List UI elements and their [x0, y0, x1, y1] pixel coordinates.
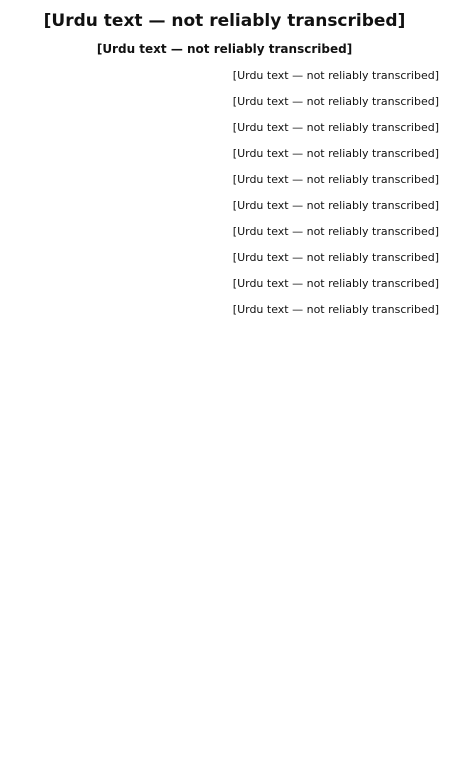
article-byline: [Urdu text — not reliably transcribed] [96, 42, 353, 56]
article-title: [Urdu text — not reliably transcribed] [43, 11, 406, 31]
article-paragraph: [Urdu text — not reliably transcribed] [232, 199, 439, 212]
article-paragraph: [Urdu text — not reliably transcribed] [232, 173, 439, 186]
article-paragraph: [Urdu text — not reliably transcribed] [232, 121, 439, 134]
article-paragraph: [Urdu text — not reliably transcribed] [232, 251, 439, 264]
article-paragraph: [Urdu text — not reliably transcribed] [232, 225, 439, 238]
article-paragraph: [Urdu text — not reliably transcribed] [232, 69, 439, 82]
article-paragraph: [Urdu text — not reliably transcribed] [232, 277, 439, 290]
article-paragraph: [Urdu text — not reliably transcribed] [232, 95, 439, 108]
article-paragraph: [Urdu text — not reliably transcribed] [232, 147, 439, 160]
article-paragraph: [Urdu text — not reliably transcribed] [232, 303, 439, 316]
